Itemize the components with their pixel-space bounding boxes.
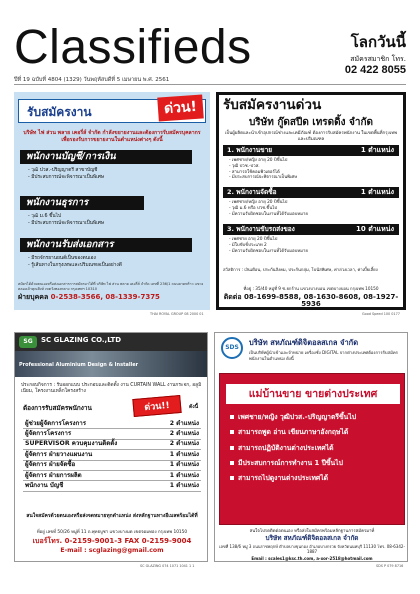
ad3-company: SC GLAZING CO.,LTD	[41, 336, 122, 344]
list-item: มีประสบการณ์การทำงาน 1 ปีขึ้นไป	[230, 460, 398, 467]
ad4-email: Email : scales1@ksc.th.com, a-xor-2518@hotmail.com	[251, 556, 373, 561]
ad2-job-name: 2. พนักงานจัดซื้อ	[227, 188, 277, 196]
position-count: 1 ตำแหน่ง	[147, 481, 201, 491]
ad3-apply: สนใจสมัครด้วยตนเองหรือส่งจดหมายทุกตำแหน่ง ส่งหลักฐานทางอีเมลพร้อมได้ที่	[26, 513, 198, 519]
position-title: SUPERVISOR ควบคุมงานติดตั้ง	[23, 439, 147, 449]
ad3-as-follows: ดังนี้	[189, 404, 199, 410]
ad1-company-line: บริษัท ไฟ ส่วน พลาย เคอรี่ส์ จำกัด กำลังขยายงานและต้องการรับสมัครบุคลากร เพื่อรองรับการขยายงานในตำแหน่งต่างๆ ดังนี้	[23, 130, 201, 143]
ad2-req: - มีความรับผิดชอบในงานที่ได้รับมอบหมาย	[229, 248, 308, 254]
ad2-job-count: 10 ตำแหน่ง	[356, 225, 394, 233]
newspaper-logo: โลกวันนี้	[350, 33, 406, 51]
ad1-position-title: พนักงานธุรการ	[20, 196, 144, 210]
masthead	[14, 6, 406, 84]
ad4-company-footer: บริษัท สหภัณฑ์ดิจิตอลสเกล จำกัด	[265, 534, 359, 542]
table-row	[23, 470, 201, 480]
ad1-req: - มีรถจักรยานยนต์เป็นของตนเอง	[28, 256, 96, 261]
ad1-credit: THAI ROYAL GROUP 08 2000 01	[150, 312, 204, 316]
section-title: Classifieds	[14, 21, 252, 74]
ad2-credit: Good Speed 100 0177	[362, 312, 400, 316]
ad3-logo-bar	[15, 333, 207, 351]
position-count: 2 ตำแหน่ง	[147, 419, 201, 429]
ad2-job-title	[223, 145, 399, 156]
position-title: พนักงาน บัญชี	[23, 481, 147, 491]
ad1-position-title: พนักงานรับส่งเอกสาร	[20, 238, 192, 252]
position-count: 2 ตำแหน่ง	[147, 439, 201, 449]
ad3-urgent-badge: ด่วน!!	[132, 395, 181, 417]
ad2-job-reqs	[229, 200, 399, 217]
ad2-req: - มีความรับผิดชอบในงานที่ได้รับมอบหมาย	[229, 211, 308, 217]
table-row	[23, 419, 201, 429]
ad2-job-reqs	[229, 237, 399, 254]
ad1-position-title: พนักงานบัญชี/การเงิน	[20, 150, 192, 164]
ad4-credit: SDS P 079 8716	[376, 564, 404, 568]
masthead-divider	[14, 84, 406, 85]
list-item: สามารถปฏิบัติงานต่างประเทศได้	[230, 445, 398, 452]
ad1-contact-label: ฝ่ายบุคคล	[18, 293, 49, 301]
ad4-apply: สนใจโปรดติดต่อตนเอง หรือส่งใบสมัครพร้อมหลักฐานการสมัครมาที่	[249, 529, 375, 534]
ad2-intro: เป็นผู้ผลิตและนำเข้าอุปกรณ์ช่างและเคมีภัณฑ์ ต้องการรับสมัครพนักงาน ในเขตพื้นที่กรุงเทพและปริมณฑล	[224, 131, 398, 142]
ad1-heading: รับสมัครงาน	[27, 105, 92, 119]
position-title: ผู้จัดการโครงการ	[23, 429, 147, 439]
ad-sds-digital-scale	[214, 332, 408, 562]
ad4-red-panel	[219, 373, 405, 525]
ad2-job-count: 1 ตำแหน่ง	[360, 188, 394, 196]
ad-fai-suan-plai	[14, 92, 210, 310]
ad2-job-reqs	[229, 158, 399, 181]
table-row	[23, 460, 201, 470]
ad1-req: - รู้เส้นทางในกรุงเทพและปริมณฑลเป็นอย่างดี	[28, 262, 122, 268]
ad2-req: - สามารถใช้คอมพิวเตอร์ได้	[229, 169, 280, 175]
ad2-job-count: 1 ตำแหน่ง	[360, 146, 394, 154]
ad2-req: - มีประสบการณ์จะพิจารณาเป็นพิเศษ	[229, 175, 298, 181]
ad3-email: E-mail : scglazing@gmail.com	[60, 547, 164, 554]
ad3-address: ที่อยู่ เลขที่ 50/26 หมู่ที่ 11 ถ.พุทธบูชา แขวงบางมด เขตจอมทอง กรุงเทพ 10150	[36, 530, 188, 535]
position-title: ผู้ช่วยผู้จัดการโครงการ	[23, 419, 147, 429]
position-count: 1 ตำแหน่ง	[147, 460, 201, 470]
position-title: ผู้จัดการ ฝ่ายการผลิต	[23, 470, 147, 480]
ad2-req: - มีใบขับขี่ประเภท 2	[229, 242, 267, 248]
ad2-job-title	[223, 224, 399, 235]
ad2-company: บริษัท กู๊ดสปีด เทรดดิ้ง จำกัด	[248, 117, 374, 128]
ad4-address: เลขที่ 138/6 หมู่ 3 ถนนราชพฤกษ์ ตำบลบางขุนกอง อำเภอบางกรวย จังหวัดนนทบุรี 11130 โทร. 08-6342-1887	[219, 544, 405, 555]
ad2-job-name: 3. พนักงานขับรถส่งของ	[227, 225, 295, 233]
ad2-job-name: 1. พนักงานขาย	[227, 146, 273, 154]
ad2-phones: ติดต่อ 08-1699-8588, 08-1630-8608, 08-1927-5936	[223, 293, 399, 308]
subscribe-phone: 02 422 8055	[344, 64, 406, 76]
ad1-contact	[18, 294, 206, 301]
ad1-req: - มีประสบการณ์จะพิจารณาเป็นพิเศษ	[28, 174, 104, 180]
ad4-requirements	[230, 414, 398, 490]
ad3-want: ต้องการรับสมัครพนักงาน	[23, 404, 92, 412]
ad2-req: - เพศชาย/หญิง อายุ 20 ปีขึ้นไป	[229, 158, 288, 163]
position-count: 1 ตำแหน่ง	[147, 450, 201, 460]
ad2-heading: รับสมัครงานด่วน	[223, 97, 322, 113]
list-item: สามารถพูด อ่าน เขียนภาษาอังกฤษได้	[230, 429, 398, 436]
sds-logo-icon: SDS	[221, 337, 243, 359]
ad3-credit: SC GLAZING 074 1071 1041 1 1	[140, 564, 195, 568]
position-count: 2 ตำแหน่ง	[147, 429, 201, 439]
ad3-tagline: Professional Aluminium Design & Installer	[19, 362, 139, 368]
list-item: สามารถไปดูงานต่างประเทศได้	[230, 475, 398, 482]
ad-goodspeed	[216, 92, 406, 310]
ad4-company: บริษัท สหภัณฑ์ดิจิตอลสเกล จำกัด	[249, 338, 359, 347]
ad-sc-glazing	[14, 332, 208, 562]
position-title: ผู้จัดการ ฝ่ายจัดซื้อ	[23, 460, 147, 470]
ad1-req: - มีประสบการณ์จะพิจารณาเป็นพิเศษ	[28, 220, 104, 226]
ad1-position-reqs	[28, 214, 203, 228]
ad1-position-reqs	[28, 256, 203, 270]
ad2-req: - เพศชาย อายุ 20 ปีขึ้นไป	[229, 237, 278, 242]
table-row	[23, 439, 201, 449]
position-title: ผู้จัดการ ฝ่ายวางแผนงาน	[23, 450, 147, 460]
ad1-req: - วุฒิ ปวส.-ปริญญาตรี สาขาบัญชี	[28, 168, 98, 173]
ad3-about: ประกอบกิจการ : รับออกแบบ ประกอบและติดตั้ง งาน CURTAIN WALL งานกระจก, อลูมิเนียม, โครงงานเหล็กโครงสร้าง	[21, 383, 202, 395]
ad4-headline: แม่บ้านขาย ขายต่างประเทศ	[226, 384, 400, 404]
ad2-job-title	[223, 187, 399, 198]
ad3-phone: เบอร์โทร. 0-2159-9001-3 FAX 0-2159-9004	[32, 537, 192, 545]
ad2-req: - วุฒิ ปวช.-ปวส.	[229, 163, 260, 169]
table-row	[23, 481, 201, 491]
ad2-req: - เพศชาย/หญิง อายุ 20 ปีขึ้นไป	[229, 200, 288, 205]
ad1-contact-phone: 0-2538-3566, 08-1339-7375	[50, 293, 160, 301]
ad1-position-reqs	[28, 168, 203, 182]
ad1-req: - วุฒิ ม.6 ขึ้นไป	[28, 214, 62, 219]
ad2-benefits: สวัสดิการ : เงินเดือน, ประกันสังคม, ประกันกลุ่ม, โบนัสพิเศษ, ค่าล่วงเวลา, ค่าเบี้ยเลี้ยง	[223, 267, 378, 272]
ad4-description: เป็นบริษัทผู้นำเข้าและจำหน่าย เครื่องชั่ง DIGITAL จากต่างประเทศต้องการรับสมัครพนักงานในตำแหน่ง ดังนี้	[249, 350, 398, 361]
ad2-req: - วุฒิ ม.6 หรือ ปวช.ขึ้นไป	[229, 205, 278, 211]
subscribe-label: สมัครสมาชิก โทร.	[350, 55, 406, 63]
table-row	[23, 450, 201, 460]
ad1-footnote: สมัครได้ด้วยตนเองหรือส่งเอกสารการสมัครมาได้ที่ บริษัท ไฟ ส่วน พลาย เคอรี่ส์ จำกัด เลขที่ 236/1 ถนนลาดพร้าว แขวงคลองเจ้าคุณสิงห์ เขตวังทองหลาง กรุงเทพฯ 10310	[18, 282, 204, 291]
sc-glazing-logo-icon: SG	[19, 336, 37, 348]
ad2-address: ที่อยู่ : 35/40 หมู่ที่ 9 ซ.ยกร้าน แขวงบางบอน เขตบางบอน กรุงเทพ 10150	[243, 286, 379, 291]
position-count: 1 ตำแหน่ง	[147, 470, 201, 480]
ad3-positions-table	[23, 419, 201, 492]
ad1-banner	[18, 99, 206, 123]
list-item: เพศชาย/หญิง วุฒิปวส.-ปริญญาตรีขึ้นไป	[230, 414, 398, 421]
table-row	[23, 429, 201, 439]
ad1-urgent-badge: ด่วน!	[157, 94, 203, 121]
issue-line: ปีที่ 19 ฉบับที่ 4804 (1329) วันพฤหัสบดีที่ 5 เมษายน พ.ศ. 2561	[14, 77, 170, 83]
